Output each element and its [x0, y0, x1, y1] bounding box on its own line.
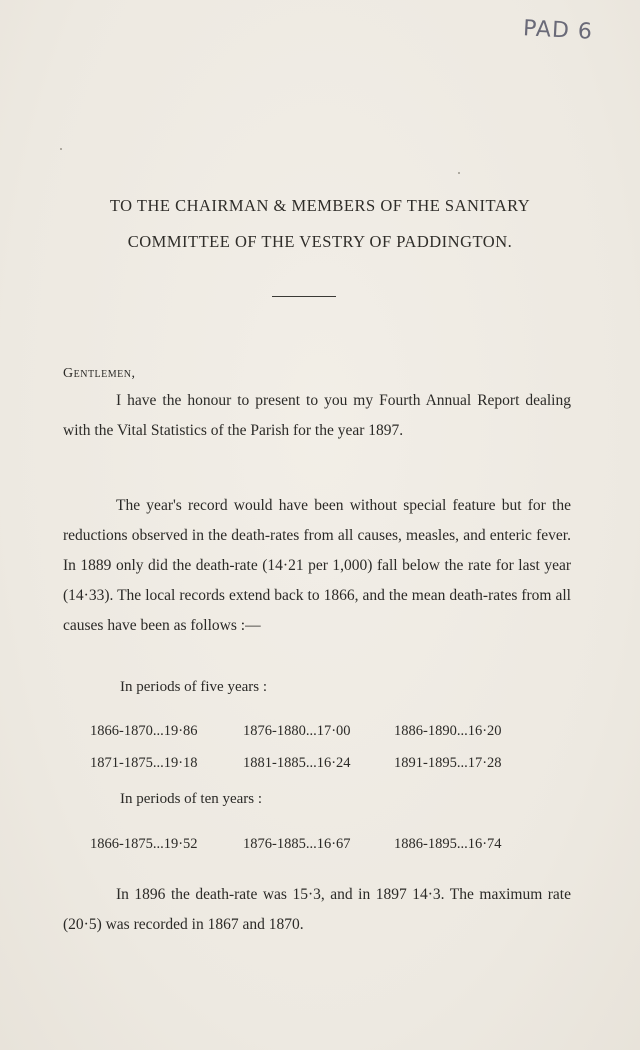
title-line-1: TO THE CHAIRMAN & MEMBERS OF THE SANITARY: [109, 196, 531, 215]
five-year-cell: 1891-1895...17·28: [394, 755, 502, 771]
salutation: Gentlemen,: [63, 366, 136, 381]
title-line-2: COMMITTEE OF THE VESTRY OF PADDINGTON.: [127, 232, 513, 251]
paragraph-intro: I have the honour to present to you my Fourth Annual Report dealing with the Vital Statistics of the Parish for the year 1897.: [63, 392, 571, 439]
ten-year-cell: 1886-1895...16·74: [394, 836, 502, 852]
ten-year-cell: 1866-1875...19·52: [90, 836, 198, 852]
five-year-cell: 1866-1870...19·86: [90, 723, 198, 739]
ten-year-cell: 1876-1885...16·67: [243, 836, 351, 852]
handwritten-annotation: PAD 6: [522, 16, 594, 45]
paper-speck: [60, 148, 62, 150]
five-year-cell: 1886-1890...16·20: [394, 723, 502, 739]
five-year-heading: In periods of five years :: [120, 679, 268, 695]
paragraph-conclusion: In 1896 the death-rate was 15·3, and in 1897 14·3. The maximum rate (20·5) was recorded in 1867 and 1870.: [63, 886, 571, 933]
title-divider: [272, 296, 336, 297]
five-year-cell: 1876-1880...17·00: [243, 723, 351, 739]
five-year-cell: 1871-1875...19·18: [90, 755, 198, 771]
five-year-cell: 1881-1885...16·24: [243, 755, 351, 771]
paragraph-record: The year's record would have been without special feature but for the reductions observed in the death-rates from all causes, measles, and enteric fever. In 1889 only did the death-rate (14·21 per 1,000) fall below the rate for last year (14·33). The local records extend back to 1866, and the mean death-rates from all causes have been as follows :—: [63, 497, 571, 634]
ten-year-heading: In periods of ten years :: [120, 791, 263, 807]
paper-speck: [458, 172, 460, 174]
